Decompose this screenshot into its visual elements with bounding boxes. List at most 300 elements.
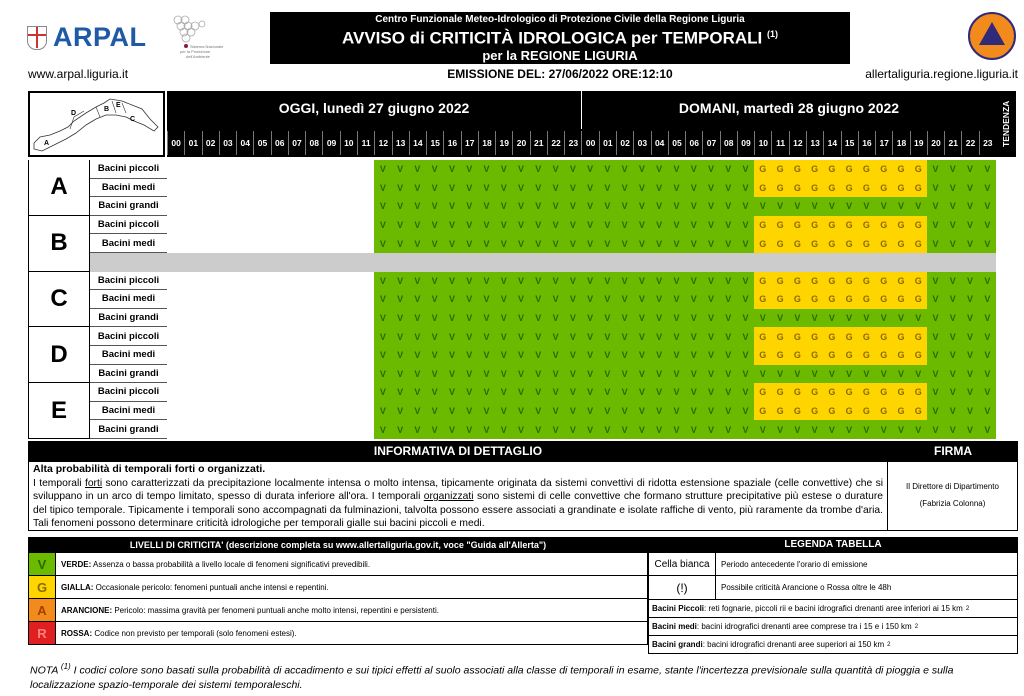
grid-cell [184,160,201,179]
grid-cell: V [685,327,702,346]
grid-cell [288,309,305,328]
grid-cell: V [616,179,633,198]
grid-cell: V [478,160,495,179]
grid-cell: V [668,197,685,216]
grid-cell: G [754,383,771,402]
grid-cell: V [461,234,478,253]
grid-cell [305,420,322,439]
grid-cell: V [512,327,529,346]
grid-cell: V [478,309,495,328]
level-row-V [28,553,648,576]
grid-cell: V [823,365,840,384]
grid-cell: V [875,309,892,328]
grid-cell: V [530,160,547,179]
grid-cell: G [910,346,927,365]
level-row-G [28,576,648,599]
grid-cell [357,234,374,253]
grid-cell [253,309,270,328]
grid-cell [236,383,253,402]
grid-cell: V [581,327,598,346]
grid-cell: V [392,272,409,291]
grid-cell: V [599,197,616,216]
grid-cell [357,346,374,365]
basin-label: Bacini medi [90,179,167,198]
grid-cell [219,309,236,328]
grid-cell: V [720,272,737,291]
grid-cell [167,197,184,216]
grid-cell [167,160,184,179]
hour-header-today-14: 14 [409,131,426,155]
grid-cell: V [547,309,564,328]
grid-cell: G [858,160,875,179]
grid-cell: V [633,346,650,365]
basin-label: Bacini piccoli [90,327,167,346]
grid-cell: V [651,402,668,421]
grid-cell [357,309,374,328]
grid-cell: G [754,272,771,291]
grid-cell: V [651,179,668,198]
grid-cell: V [720,160,737,179]
grid-cell: V [443,272,460,291]
grid-cell: V [961,346,978,365]
grid-cell: V [512,309,529,328]
hour-header-today-13: 13 [392,131,409,155]
grid-cell: V [530,290,547,309]
grid-cell [271,160,288,179]
hour-header-today-12: 12 [374,131,391,155]
grid-cell: V [581,420,598,439]
grid-cell: V [737,309,754,328]
grid-cell: V [547,327,564,346]
grid-cell: V [685,420,702,439]
snpa-logo [168,14,228,64]
grid-cell: G [892,160,909,179]
grid-cell: V [495,197,512,216]
grid-cell [184,383,201,402]
grid-cell: G [841,346,858,365]
grid-cell: G [841,402,858,421]
grid-cell [340,179,357,198]
grid-cell [236,402,253,421]
grid-cell: V [651,272,668,291]
grid-cell: V [668,327,685,346]
grid-cell [219,216,236,235]
grid-cell: V [720,327,737,346]
grid-cell: V [685,197,702,216]
grid-cell: V [979,160,996,179]
grid-cell [357,402,374,421]
grid-cell: V [512,402,529,421]
grid-cell: V [530,272,547,291]
grid-cell [288,365,305,384]
grid-cell: V [910,197,927,216]
grid-cell: V [478,234,495,253]
grid-cell [219,160,236,179]
grid-cell [253,197,270,216]
level-description: VERDE: Assenza o bassa probabilità a livello locale di fenomeni significativi prevedibili. [61,559,371,569]
grid-cell: V [392,383,409,402]
grid-cell [357,272,374,291]
grid-cell: G [910,402,927,421]
basin-label: Bacini grandi [90,420,167,439]
grid-cell: V [892,309,909,328]
grid-cell [288,420,305,439]
grid-cell: V [875,365,892,384]
grid-cell: V [392,420,409,439]
grid-cell: V [979,327,996,346]
grid-cell: V [443,179,460,198]
grid-cell: V [547,346,564,365]
grid-cell: V [599,365,616,384]
grid-cell: V [512,290,529,309]
grid-cell [184,420,201,439]
grid-cell: V [771,420,788,439]
grid-cell: V [495,327,512,346]
zone-label-C: C [28,272,90,328]
grid-cell: V [616,216,633,235]
grid-cell [305,327,322,346]
grid-cell [357,420,374,439]
levels-header: LIVELLI DI CRITICITA' (descrizione completa su www.allertaliguria.gov.it, voce "Guida all'Allerta") [28,537,648,553]
grid-cell [288,272,305,291]
grid-cell [167,402,184,421]
grid-cell: V [409,346,426,365]
grid-cell: V [512,383,529,402]
grid-cell: V [720,216,737,235]
grid-cell: V [927,179,944,198]
grid-cell: V [512,234,529,253]
basin-definition-row: Bacini grandi : bacini idrografici drenanti aree superiori ai 150 km 2 [648,636,1018,654]
grid-cell: V [979,402,996,421]
grid-cell: V [633,179,650,198]
grid-cell: V [771,197,788,216]
grid-cell: G [858,290,875,309]
grid-cell: V [651,216,668,235]
grid-cell: V [944,272,961,291]
hour-header-today-01: 01 [184,131,201,155]
grid-cell: V [512,346,529,365]
svg-text:E: E [116,102,121,109]
grid-cell: V [616,309,633,328]
grid-cell: G [841,290,858,309]
grid-cell [305,402,322,421]
hour-header-today-10: 10 [340,131,357,155]
grid-cell: V [961,420,978,439]
grid-cell: G [754,160,771,179]
level-description: ARANCIONE: Pericolo: massima gravità per fenomeni puntuali anche molto intensi, repentini e persistenti. [61,605,439,615]
grid-cell: V [374,179,391,198]
grid-cell: V [392,216,409,235]
grid-cell [219,290,236,309]
grid-cell: G [823,160,840,179]
grid-cell: V [426,365,443,384]
grid-cell: V [599,383,616,402]
grid-cell: V [443,197,460,216]
grid-cell: V [392,402,409,421]
grid-cell: V [737,272,754,291]
grid-cell: G [841,383,858,402]
grid-cell: G [858,216,875,235]
grid-cell: V [599,309,616,328]
grid-cell: V [668,420,685,439]
grid-cell [288,216,305,235]
grid-cell [305,383,322,402]
grid-cell: V [599,290,616,309]
grid-cell: V [961,160,978,179]
grid-cell: G [789,290,806,309]
grid-cell: G [858,383,875,402]
grid-cell: V [961,216,978,235]
grid-cell: V [547,197,564,216]
grid-cell [219,365,236,384]
grid-cell: V [633,402,650,421]
hour-header-today-02: 02 [202,131,219,155]
grid-cell [357,383,374,402]
grid-cell [357,179,374,198]
grid-cell: V [927,327,944,346]
grid-cell: V [892,365,909,384]
grid-cell [288,402,305,421]
grid-cell: G [823,346,840,365]
grid-cell: G [892,179,909,198]
liguria-shield-icon [27,26,47,50]
grid-cell: V [720,346,737,365]
info-title: INFORMATIVA DI DETTAGLIO [373,444,543,458]
grid-cell: V [564,197,581,216]
hour-header-today-21: 21 [530,131,547,155]
grid-cell: G [823,402,840,421]
grid-cell: V [461,420,478,439]
grid-cell [253,402,270,421]
grid-cell: V [443,365,460,384]
grid-cell: V [668,216,685,235]
grid-cell: V [581,290,598,309]
grid-cell [322,383,339,402]
grid-cell: V [547,216,564,235]
grid-cell: V [979,197,996,216]
grid-cell: V [581,272,598,291]
grid-cell: V [564,327,581,346]
grid-cell: G [841,179,858,198]
grid-cell [271,272,288,291]
grid-cell [202,160,219,179]
grid-cell: V [616,420,633,439]
grid-cell: V [374,272,391,291]
hour-header-tomorrow-12: 12 [789,131,806,155]
basin-label: Bacini medi [90,290,167,309]
grid-cell [322,420,339,439]
grid-cell: V [668,365,685,384]
grid-cell [305,197,322,216]
level-row-R [28,622,648,645]
grid-cell: G [806,160,823,179]
grid-cell: V [979,309,996,328]
grid-cell: V [530,309,547,328]
grid-cell: V [461,309,478,328]
grid-cell: V [737,365,754,384]
svg-text:dell'Ambiente: dell'Ambiente [186,54,210,59]
grid-cell: V [409,327,426,346]
grid-cell: V [685,402,702,421]
grid-cell: V [944,234,961,253]
liguria-zones-map [28,91,165,157]
grid-cell: V [530,327,547,346]
grid-cell: V [616,365,633,384]
grid-cell: G [875,327,892,346]
grid-cell: V [754,420,771,439]
firma-title: FIRMA [934,444,972,458]
zone-label-B: B [28,216,90,272]
grid-cell: V [720,420,737,439]
grid-cell: V [702,420,719,439]
svg-text:A: A [44,140,50,147]
grid-cell [305,179,322,198]
grid-cell: V [754,309,771,328]
grid-cell: V [426,383,443,402]
grid-cell: V [392,327,409,346]
grid-cell: G [875,160,892,179]
basin-label: Bacini grandi [90,365,167,384]
grid-cell: G [823,234,840,253]
grid-cell: G [771,272,788,291]
grid-cell: G [789,383,806,402]
grid-cell: V [564,420,581,439]
hour-header-today-15: 15 [426,131,443,155]
hour-header-tomorrow-15: 15 [841,131,858,155]
grid-cell: V [581,365,598,384]
grid-cell: V [720,309,737,328]
grid-cell: V [564,346,581,365]
grid-cell: V [409,160,426,179]
grid-cell [340,309,357,328]
grid-cell [357,327,374,346]
grid-cell [322,216,339,235]
grid-cell [202,327,219,346]
grid-cell [271,290,288,309]
grid-cell: G [823,290,840,309]
allertaliguria-url-link[interactable]: allertaliguria.regione.liguria.it [865,67,1018,81]
grid-cell: V [599,327,616,346]
grid-cell: V [409,365,426,384]
hour-header-today-11: 11 [357,131,374,155]
hour-header-today-06: 06 [271,131,288,155]
grid-cell: V [426,197,443,216]
grid-cell [288,197,305,216]
hour-header-tomorrow-06: 06 [685,131,702,155]
grid-cell [253,346,270,365]
grid-cell: V [392,346,409,365]
grid-cell: V [581,402,598,421]
grid-cell [340,290,357,309]
grid-cell: V [530,383,547,402]
level-code-badge: G [29,576,56,598]
grid-cell: V [685,290,702,309]
grid-cell: V [599,216,616,235]
grid-cell: V [633,234,650,253]
grid-cell [184,197,201,216]
grid-cell: G [875,290,892,309]
grid-cell [184,272,201,291]
grid-cell: V [616,272,633,291]
grid-cell: V [651,234,668,253]
grid-cell [340,272,357,291]
hour-header-today-22: 22 [547,131,564,155]
grid-cell: G [754,327,771,346]
grid-cell: G [754,290,771,309]
grid-cell [219,179,236,198]
grid-cell: V [581,216,598,235]
grid-cell [253,365,270,384]
grid-cell: G [754,179,771,198]
hour-header-today-04: 04 [236,131,253,155]
basin-label: Bacini piccoli [90,383,167,402]
grid-cell: V [443,290,460,309]
grid-cell: V [944,216,961,235]
grid-cell: G [789,179,806,198]
hour-header-today-09: 09 [322,131,339,155]
grid-cell: V [547,234,564,253]
hour-header-tomorrow-01: 01 [599,131,616,155]
grid-cell [236,216,253,235]
grid-cell: V [944,402,961,421]
grid-cell: V [478,346,495,365]
grid-cell: V [374,346,391,365]
grid-cell [236,272,253,291]
grid-cell [253,383,270,402]
grid-cell: V [651,197,668,216]
arpal-url-link[interactable]: www.arpal.liguria.it [28,67,129,81]
grid-cell: V [616,234,633,253]
grid-cell: G [806,346,823,365]
grid-cell: V [737,420,754,439]
grid-cell: G [841,327,858,346]
grid-cell: V [927,272,944,291]
grid-cell: V [685,179,702,198]
grid-cell: V [564,383,581,402]
grid-cell: V [737,197,754,216]
grid-cell: V [754,197,771,216]
grid-cell [236,234,253,253]
grid-cell: V [495,365,512,384]
grid-cell: G [771,346,788,365]
grid-cell: V [789,197,806,216]
grid-cell [340,160,357,179]
grid-cell: G [823,383,840,402]
grid-cell: V [720,290,737,309]
grid-cell: G [754,216,771,235]
grid-cell [236,346,253,365]
grid-cell [340,383,357,402]
grid-cell [305,290,322,309]
grid-cell: G [858,402,875,421]
grid-cell: V [910,420,927,439]
grid-cell: V [633,290,650,309]
grid-cell: G [875,216,892,235]
grid-cell [236,290,253,309]
grid-cell: G [841,234,858,253]
grid-cell: V [841,309,858,328]
grid-cell: V [461,402,478,421]
grid-cell: G [789,346,806,365]
grid-cell: V [944,290,961,309]
grid-cell: V [564,272,581,291]
legend-row-white-cell [648,553,1018,576]
zone-label-D: D [28,327,90,383]
grid-cell: V [461,346,478,365]
grid-cell: V [581,346,598,365]
grid-cell [288,160,305,179]
grid-cell: V [737,290,754,309]
